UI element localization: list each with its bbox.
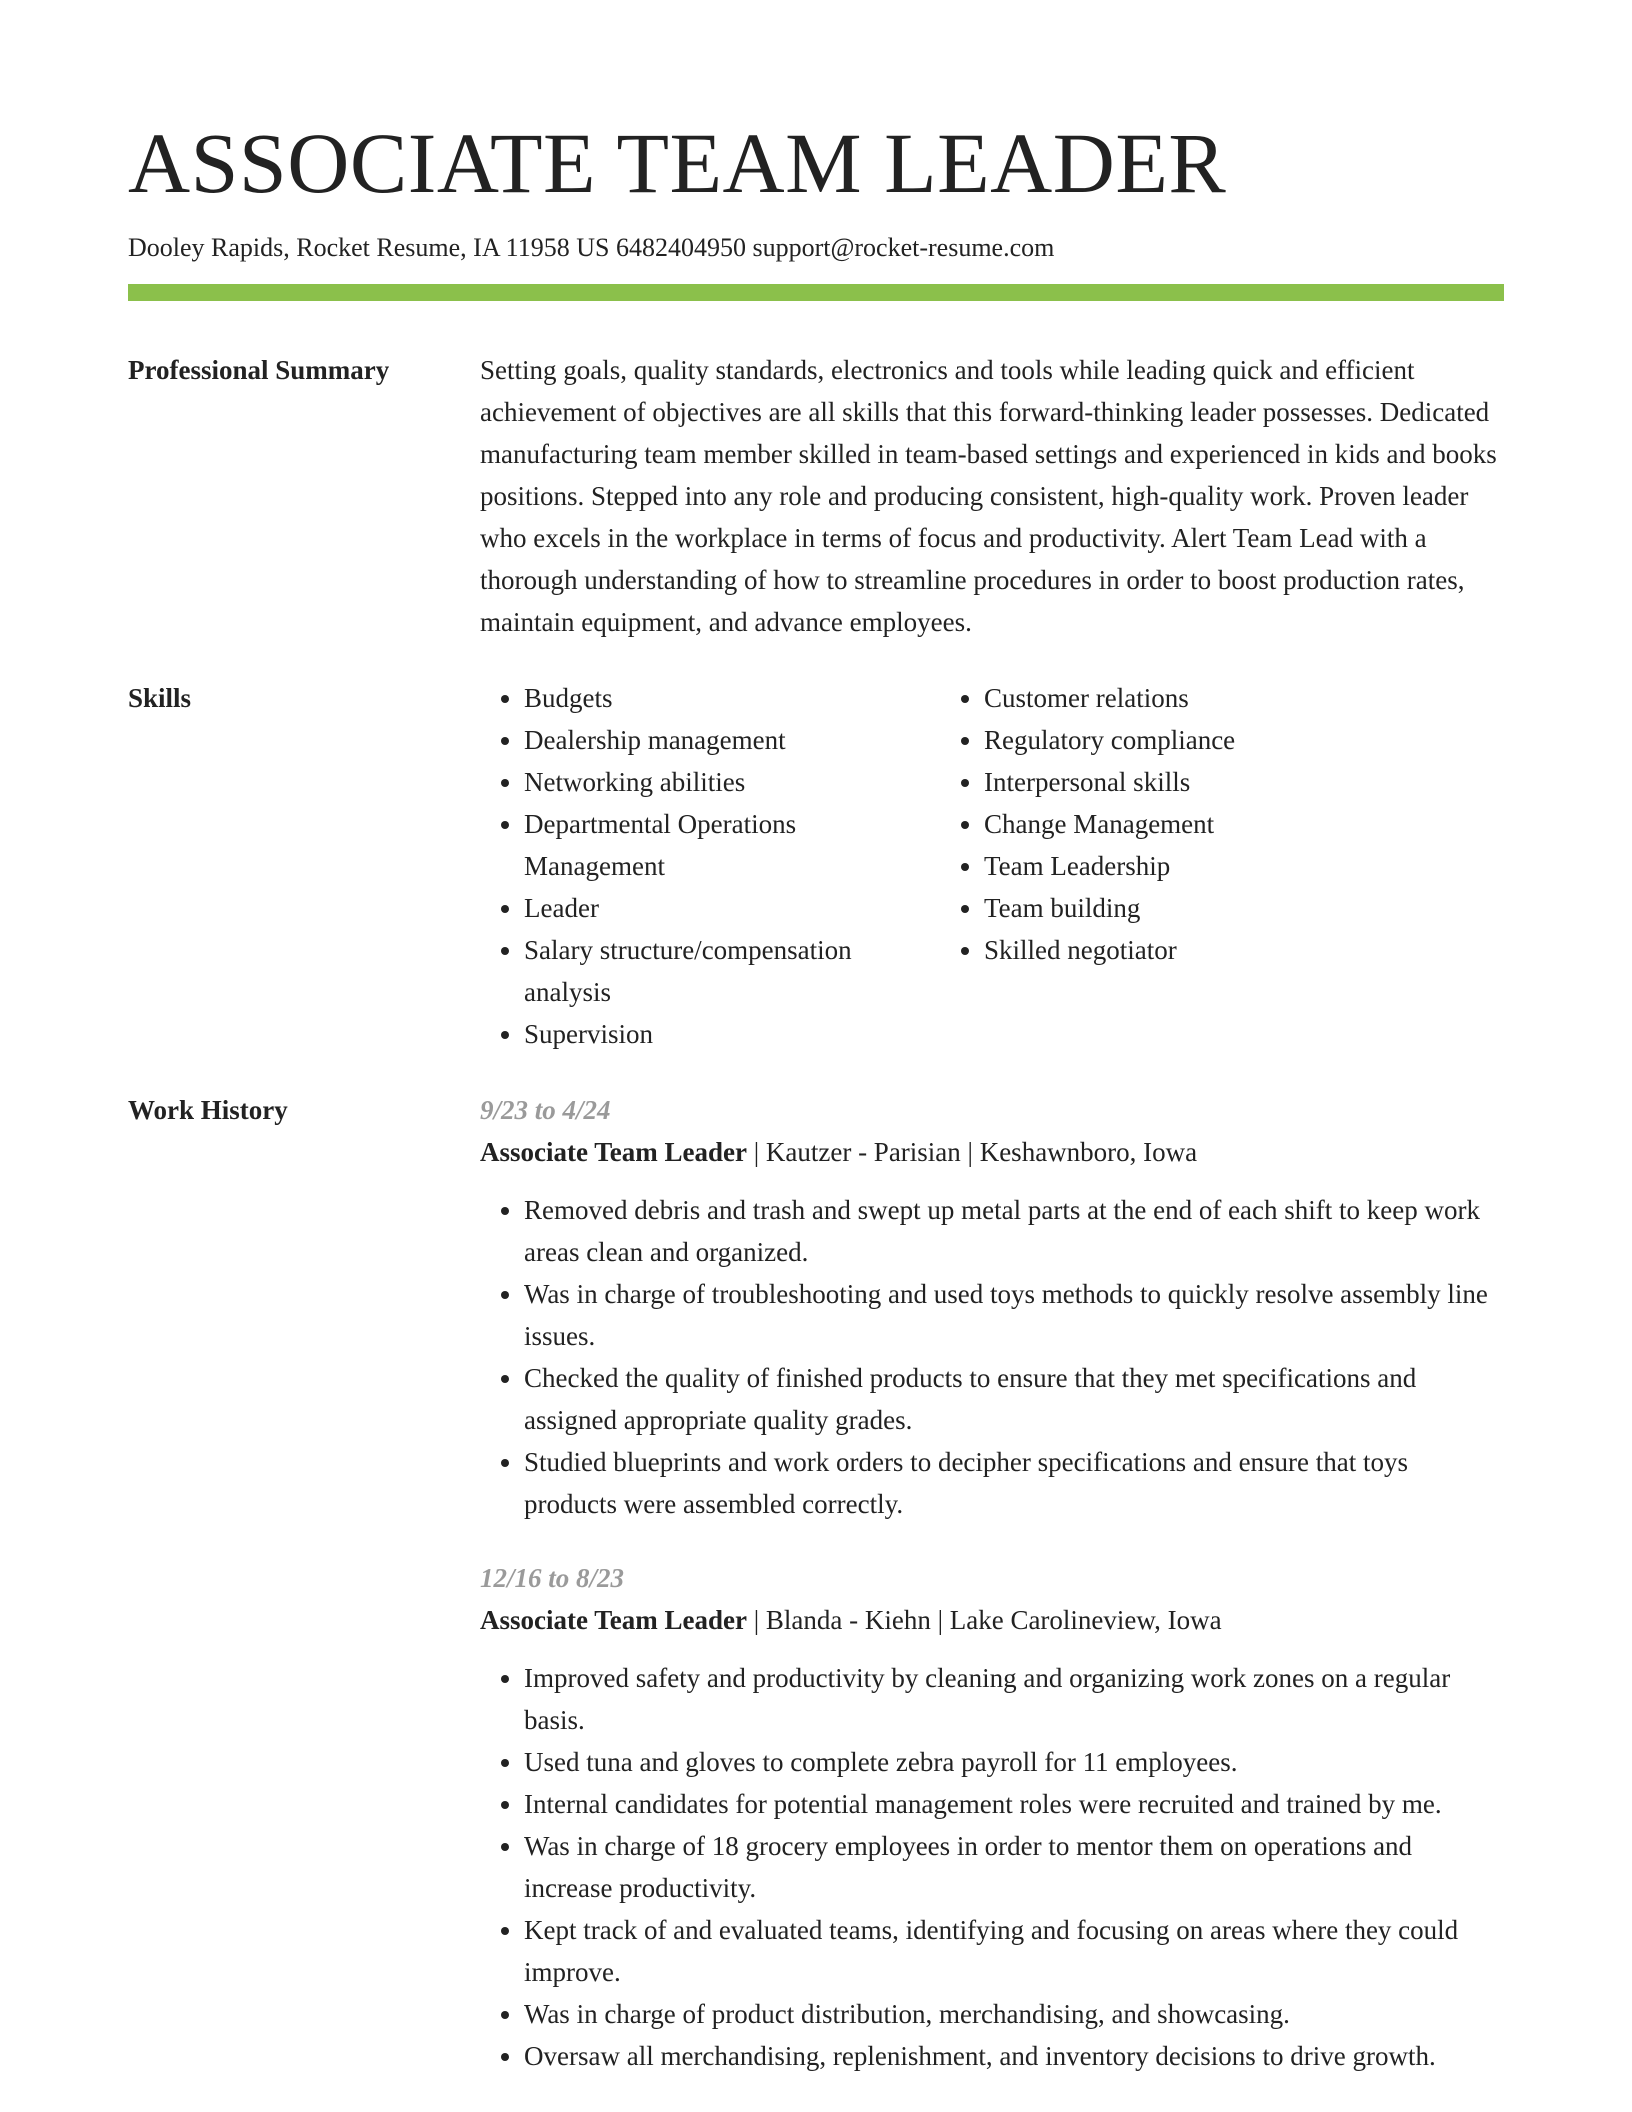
job-bullet: • Oversaw all merchandising, replenishment, and inventory decisions to drive growth.: [524, 2035, 1504, 2077]
accent-divider: [128, 284, 1504, 301]
skill-item: • Departmental Operations Management: [524, 803, 940, 887]
skills-list-right: [940, 677, 1235, 1055]
job-title: Associate Team Leader: [480, 1605, 747, 1636]
skill-item: • Team building: [984, 887, 1235, 929]
skill-item: • Interpersonal skills: [984, 761, 1235, 803]
skill-item: • Regulatory compliance: [984, 719, 1235, 761]
skill-item: • Change Management: [984, 803, 1235, 845]
work-history-label: Work History: [128, 1095, 288, 1126]
skill-item: • Dealership management: [524, 719, 940, 761]
skill-item: • Budgets: [524, 677, 940, 719]
skill-item: • Customer relations: [984, 677, 1235, 719]
job-bullet: • Internal candidates for potential management roles were recruited and trained by me.: [524, 1783, 1504, 1825]
work-history-section: [128, 1089, 1504, 2109]
skills-label: Skills: [128, 683, 192, 714]
job-title: Associate Team Leader: [480, 1137, 747, 1168]
job-employer-location: | Kautzer - Parisian | Keshawnboro, Iowa: [746, 1137, 1198, 1168]
skills-list-left: [480, 677, 940, 1055]
summary-label: Professional Summary: [128, 355, 390, 386]
job-bullets: [480, 1657, 1504, 2077]
job-bullets: [480, 1189, 1504, 1525]
job-bullet: • Improved safety and productivity by cleaning and organizing work zones on a regular basis.: [524, 1657, 1504, 1741]
skill-item: • Skilled negotiator: [984, 929, 1235, 971]
resume-title: ASSOCIATE TEAM LEADER: [128, 115, 1227, 211]
contact-line: Dooley Rapids, Rocket Resume, IA 11958 US 6482404950 support@rocket-resume.com: [128, 233, 1055, 262]
job-heading: [480, 1599, 1504, 1641]
skill-item: • Team Leadership: [984, 845, 1235, 887]
job-bullet: • Was in charge of troubleshooting and used toys methods to quickly resolve assembly line issues.: [524, 1273, 1504, 1357]
job-entry: [480, 1089, 1504, 1525]
job-dates: 9/23 to 4/24: [480, 1095, 611, 1126]
job-bullet: • Checked the quality of finished products to ensure that they met specifications and assigned appropriate quality grades.: [524, 1357, 1504, 1441]
job-bullet: • Kept track of and evaluated teams, identifying and focusing on areas where they could improve.: [524, 1909, 1504, 1993]
skill-item: • Leader: [524, 887, 940, 929]
job-bullet: • Used tuna and gloves to complete zebra payroll for 11 employees.: [524, 1741, 1504, 1783]
skill-item: • Supervision: [524, 1013, 940, 1055]
skill-item: • Salary structure/compensation analysis: [524, 929, 940, 1013]
job-bullet: • Was in charge of product distribution, merchandising, and showcasing.: [524, 1993, 1504, 2035]
job-dates: 12/16 to 8/23: [480, 1563, 625, 1594]
job-heading: [480, 1131, 1504, 1173]
resume-page: [128, 115, 1504, 2109]
job-bullet: • Was in charge of 18 grocery employees in order to mentor them on operations and increase productivity.: [524, 1825, 1504, 1909]
job-bullet: • Removed debris and trash and swept up metal parts at the end of each shift to keep work areas clean and organized.: [524, 1189, 1504, 1273]
skill-item: • Networking abilities: [524, 761, 940, 803]
summary-text: Setting goals, quality standards, electronics and tools while leading quick and efficient achievement of objectives are all skills that this forward-thinking leader possesses. Dedicated manufacturing team member skilled in team-based settings and experienced in kids and books positions. Stepped into any role and producing consistent, high-quality work. Proven leader who excels in the workplace in terms of focus and productivity. Alert Team Lead with a thorough understanding of how to streamline procedures in order to boost production rates, maintain equipment, and advance employees.: [480, 355, 1497, 638]
summary-section: [128, 349, 1504, 643]
skills-section: [128, 677, 1504, 1055]
skills-grid: [480, 677, 1504, 1055]
job-entry: [480, 1557, 1504, 2077]
job-bullet: • Studied blueprints and work orders to decipher specifications and ensure that toys products were assembled correctly.: [524, 1441, 1504, 1525]
job-employer-location: | Blanda - Kiehn | Lake Carolineview, Iowa: [746, 1605, 1222, 1636]
